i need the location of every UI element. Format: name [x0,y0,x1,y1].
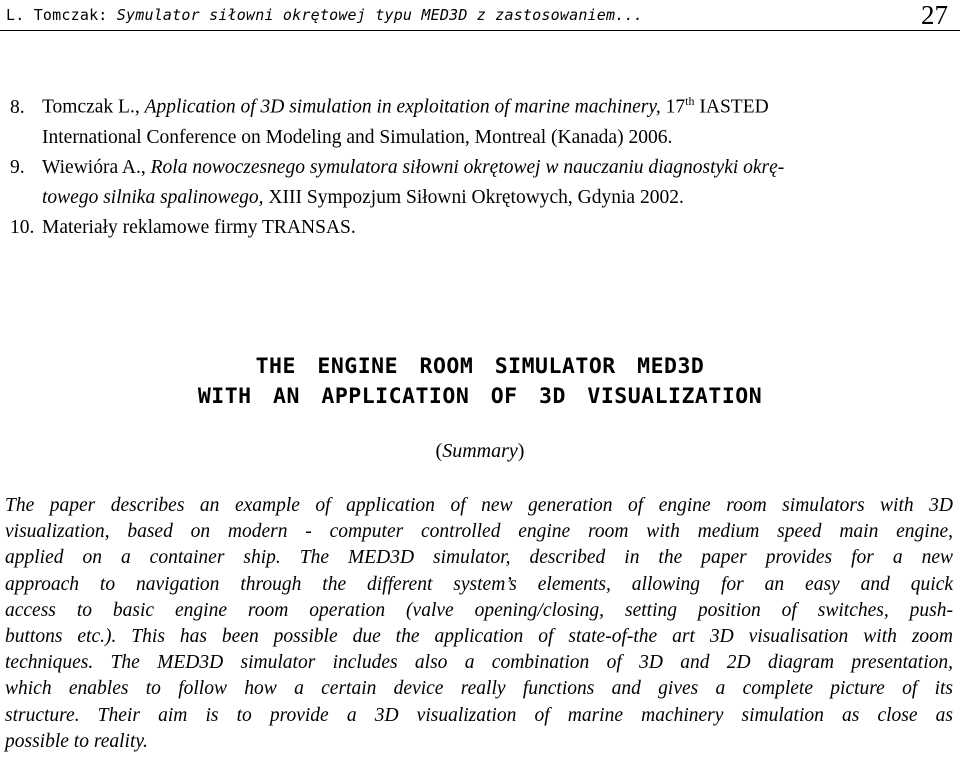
abstract [5,493,953,755]
reference-venue: XIII Sympozjum Siłowni Okrętowych, Gdynia 2002. [268,186,684,208]
paper-title-line: THE ENGINE ROOM SIMULATOR MED3D [255,354,705,379]
header-title: Symulator siłowni okrętowej typu MED3D z zastosowaniem... [116,6,643,24]
summary-heading [0,440,960,463]
reference-item [10,213,954,243]
reference-venue: IASTED [699,96,769,118]
abstract-line: access to basic engine room operation (valve opening/closing, setting position of switches, push- [5,599,953,621]
reference-item [10,86,954,153]
abstract-line: which enables to follow how a certain device really functions and gives a complete picture of its [5,678,953,700]
reference-author: Wiewióra A., [42,156,146,178]
page-number: 27 [921,0,948,30]
reference-number: 8. [10,96,25,118]
reference-list [10,86,954,243]
abstract-line: possible to reality. [5,730,148,752]
summary-close-paren: ) [517,440,525,462]
abstract-line: The paper describes an example of application of new generation of engine room simulators with 3D [5,495,953,516]
reference-edition: 17 [665,96,686,118]
reference-author: Tomczak L., [42,96,140,118]
abstract-line: visualization, based on modern - computer controlled engine room with medium speed main engine, [5,521,953,543]
reference-continuation [10,183,954,213]
running-header-text [6,6,643,24]
reference-text: Materiały reklamowe firmy TRANSAS. [42,216,356,238]
header-author: L. Tomczak: [6,6,117,24]
abstract-line: techniques. The MED3D simulator includes also a combination of 3D and 2D diagram presentation, [5,652,953,674]
reference-item [10,153,954,213]
reference-edition-suffix: th [685,94,695,108]
abstract-line: buttons etc.). This has been possible due the application of state-of-the art 3D visualisation with zoom [5,626,953,648]
paper-title [0,352,960,412]
reference-title-continued: towego silnika spalinowego, [42,186,264,208]
reference-title: Application of 3D simulation in exploitation of marine machinery, [144,96,661,118]
summary-label: Summary [442,440,518,462]
paper-title-line: WITH AN APPLICATION OF 3D VISUALIZATION [197,384,763,409]
reference-number: 9. [10,156,25,178]
summary-open-paren: ( [435,440,443,462]
abstract-line: approach to navigation through the different system’s elements, allowing for an easy and quick [5,573,953,595]
reference-continuation: International Conference on Modeling and Simulation, Montreal (Kanada) 2006. [42,126,673,148]
reference-title: Rola nowoczesnego symulatora siłowni okrętowej w nauczaniu diagnostyki okrę- [150,156,785,178]
abstract-line: applied on a container ship. The MED3D simulator, described in the paper provides for a new [5,547,953,569]
reference-number: 10. [10,216,35,238]
abstract-line: structure. Their aim is to provide a 3D visualization of marine machinery simulation as close as [5,704,953,726]
running-header [0,0,960,31]
